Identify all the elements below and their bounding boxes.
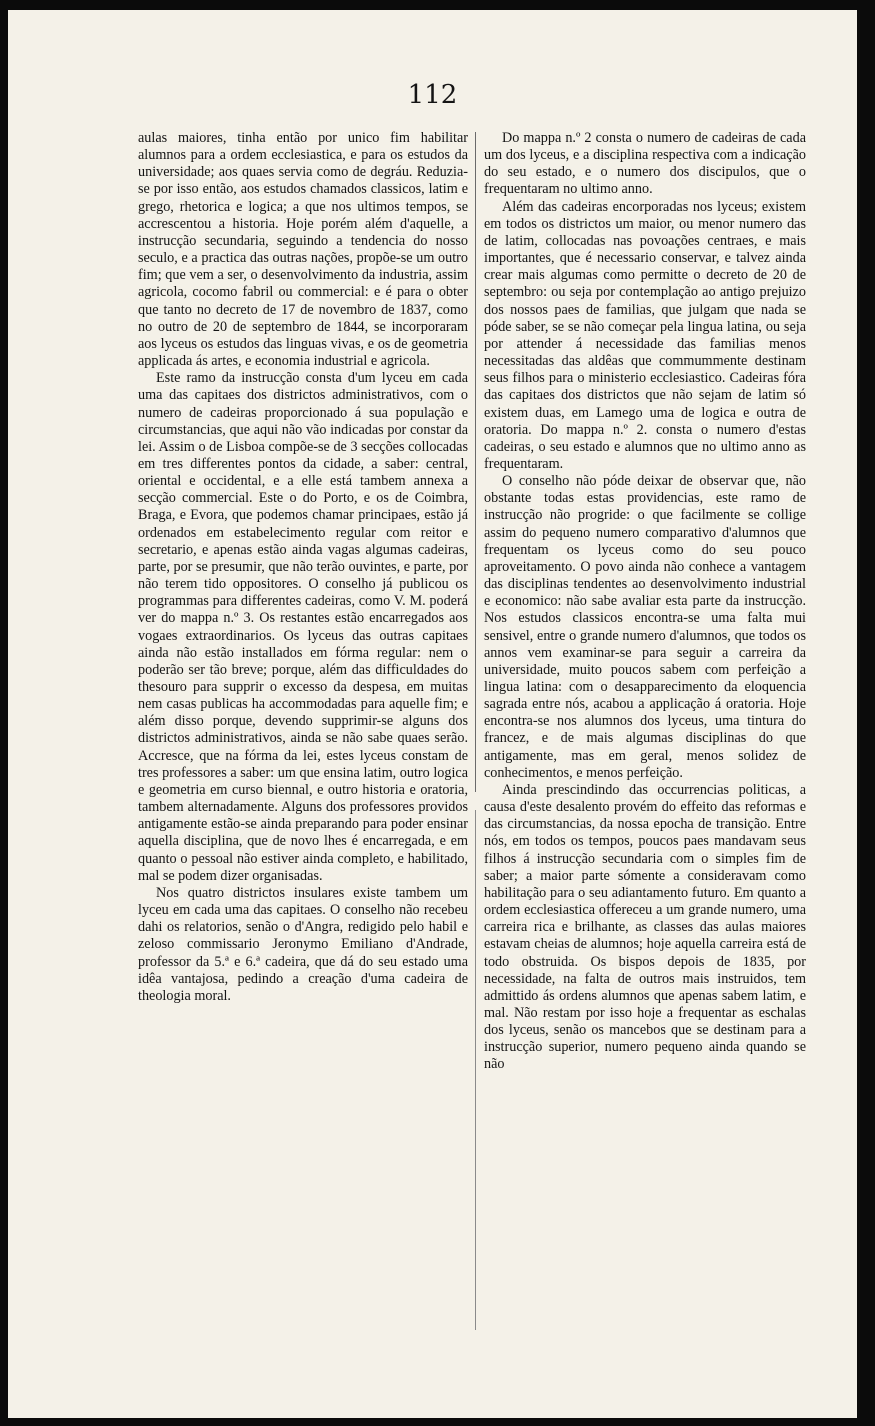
paragraph: O conselho não póde deixar de observar que, não obstante todas estas providencias, este ramo de instrucção não progride: o que facilmente se collige assim do pequeno numero comparativo d'alumnos que frequentam os lyceus como do seu pouco aproveitamento. O povo ainda não conhece a vantagem das disciplinas tendentes ao desenvolvimento industrial e economico: não sabe avaliar esta parte da instrucção. Nos estudos classicos encontra-se uma falta mui sensivel, entre o grande numero d'alumnos, que todos os annos vem examinar-se para seguir a carreira da universidade, muito poucos sabem com perfeição a lingua latina: com o desapparecimento da eloquencia sagrada entre nós, acabou a applicação á oratoria. Hoje encontra-se nos alumnos dos lyceus, uma tintura do francez, e de mais algumas disciplinas do que antigamente, mas em geral, menos solidez de conhecimentos, e menos perfeição. (484, 473, 806, 781)
page-sheet (8, 10, 857, 1418)
paragraph: Além das cadeiras encorporadas nos lyceus; existem em todos os districtos um maior, ou menor numero das de latim, collocadas nas povoações centraes, e mais importantes, que é necessario conservar, e talvez ainda crear mais algumas como permitte o decreto de 20 de septembro: ou seja por contemplação ao antigo prejuizo dos nossos paes de familias, que julgam que nada se póde saber, se se não começar pela lingua latina, ou seja por attender á necessidade das familias menos necessitadas das aldêas que commummente destinam seus filhos para o ministerio ecclesiastico. Cadeiras fóra das capitaes dos districtos que não sejam de latim só existem duas, em Lamego uma de logica e outra de oratoria. Do mappa n.º 2. consta o numero d'estas cadeiras, o seu estado e alumnos que no ultimo anno as frequentaram. (484, 198, 806, 472)
right-column (484, 130, 806, 1074)
column-divider (475, 810, 476, 1330)
paragraph: Este ramo da instrucção consta d'um lyceu em cada uma das capitaes dos districtos administrativos, com o numero de cadeiras proporcionado á sua população e circumstancias, que aqui não vão indicadas por constar da lei. Assim o de Lisboa compõe-se de 3 secções collocadas em tres differentes pontos da cidade, a saber: central, oriental e occidental, e a elle está tambem annexa a secção commercial. Este o do Porto, e os de Coimbra, Braga, e Evora, que podemos chamar principaes, estão já ordenados em estabelecimento regular com reitor e secretario, e apenas estão ainda vagas algumas cadeiras, parte, por se presumir, que não terão ouvintes, e parte, por não terem tido oppositores. O conselho já publicou os programmas para differentes cadeiras, como V. M. poderá ver do mappa n.º 3. Os restantes estão encarregados aos vogaes extraordinarios. Os lyceus das outras capitaes ainda não estão installados em fórma regular: nem o poderão ser tão breve; porque, além das difficuldades do thesouro para supprir o excesso da despesa, em muitas nem casas publicas ha accommodadas para aquelle fim; e além disso porque, devendo supprimir-se alguns dos districtos administrativos, ainda se não sabe quaes serão. Accresce, que na fórma da lei, estes lyceus constam de tres professores a saber: um que ensina latim, outro logica e geometria em curso biennal, e outro historia e oratoria, tambem alternadamente. Alguns dos professores providos antigamente estão-se ainda preparando para poder ensinar aquella disciplina, que de novo lhes é encarregada, e em quanto o pessoal não estiver ainda completo, e habilitado, mal se podem dizer organisadas. (138, 370, 468, 884)
page-number: 112 (407, 80, 458, 110)
paragraph: Do mappa n.º 2 consta o numero de cadeiras de cada um dos lyceus, e a disciplina respectiva com a indicação do seu estado, e o numero dos discipulos, que o frequentaram no ultimo anno. (484, 130, 806, 198)
paragraph: Nos quatro districtos insulares existe tambem um lyceu em cada uma das capitaes. O conselho não recebeu dahi os relatorios, senão o d'Angra, redigido pelo habil e zeloso commissario Jeronymo Emiliano d'Andrade, professor da 5.ª e 6.ª cadeira, que dá do seu estado uma idêa vantajosa, pedindo a creação d'uma cadeira de theologia moral. (138, 884, 468, 1004)
column-divider (475, 132, 476, 792)
left-column (138, 130, 468, 1005)
paragraph: Ainda prescindindo das occurrencias politicas, a causa d'este desalento provém do effeito das reformas e das circumstancias, da nossa epocha de transição. Entre nós, em todos os tempos, poucos paes mandavam seus filhos á instrucção secundaria com o simples fim de saber; a maior parte sómente a consideravam como habilitação para o seu adiantamento futuro. Em quanto a ordem ecclesiastica offereceu a um grande numero, uma carreira rica e brilhante, as classes das aulas maiores estavam cheias de alumnos; hoje aquella carreira está de todo obstruida. Os bispos depois de 1835, por necessidade, na falta de outros mais instruidos, tem admittido ás ordens alumnos que apenas sabem latim, e mal. Não restam por isso hoje a frequentar as eschalas dos lyceus, senão os mancebos que se destinam para a instrucção superior, numero pequeno ainda quando se não (484, 781, 806, 1073)
paragraph: aulas maiores, tinha então por unico fim habilitar alumnos para a ordem ecclesiastica, e para os estudos da universidade; aos quaes servia como de degráu. Reduzia-se por isso então, aos estudos chamados classicos, latim e grego, rhetorica e logica; a que nos ultimos tempos, se accrescentou a historia. Hoje porém além d'aquelle, a instrucção secundaria, seguindo a tendencia do nosso seculo, e a practica das outras nações, propõe-se um outro fim; que vem a ser, o desenvolvimento da industria, assim agricola, cocomo fabril ou commercial: e é para o obter que tanto no decreto de 17 de novembro de 1837, como no outro de 20 de septembro de 1844, se incorporaram aos lyceus os estudos das linguas vivas, e os de geometria applicada ás artes, e economia industrial e agricola. (138, 130, 468, 370)
